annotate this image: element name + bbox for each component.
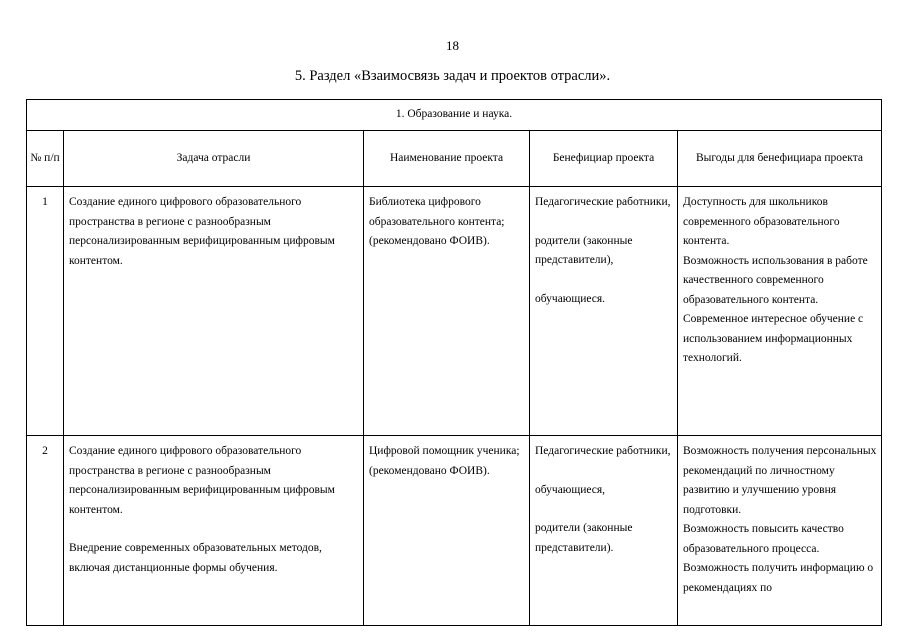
header-task: Задача отрасли xyxy=(64,131,364,187)
table-section-row: 1. Образование и наука. xyxy=(27,100,882,131)
cell-paragraph: родители (законные представители). xyxy=(535,522,633,554)
beneficiary-cell xyxy=(530,187,678,436)
cell-paragraph: Возможность повысить качество образовательного процесса. xyxy=(683,523,844,555)
cell-paragraph: обучающиеся. xyxy=(535,292,606,305)
cell-paragraph: Возможность получения персональных рекомендаций по личностному развитию и улучшению уровня подготовки. xyxy=(683,445,877,516)
task-cell xyxy=(64,436,364,626)
table-row xyxy=(27,436,882,626)
cell-paragraph: Библиотека цифрового образовательного контента; xyxy=(369,196,505,228)
header-beneficiary: Бенефициар проекта xyxy=(530,131,678,187)
cell-paragraph: Педагогические работники, xyxy=(535,196,671,208)
cell-paragraph: Педагогические работники, xyxy=(535,445,671,457)
benefits-cell xyxy=(678,436,882,626)
cell-paragraph: Возможность использования в работе качественного современного образовательного контента. xyxy=(683,254,868,306)
cell-paragraph: Доступность для школьников современного образовательного контента. xyxy=(683,196,840,247)
cell-paragraph: Внедрение современных образовательных методов, включая дистанционные формы обучения. xyxy=(69,542,322,574)
header-num: № п/п xyxy=(27,131,64,187)
section-title: 5. Раздел «Взаимосвязь задач и проектов отрасли». xyxy=(294,68,611,84)
header-project: Наименование проекта xyxy=(364,131,530,187)
benefits-cell xyxy=(678,187,882,436)
project-cell xyxy=(364,436,530,626)
cell-paragraph: Современное интересное обучение с использованием информационных технологий. xyxy=(683,313,864,364)
cell-paragraph: родители (законные представители), xyxy=(535,234,633,266)
cell-paragraph: Создание единого цифрового образовательного пространства в регионе с разнообразным персонализированным верифицированным цифровым контентом. xyxy=(69,445,335,516)
header-benefits: Выгоды для бенефициара проекта xyxy=(678,131,882,187)
table-row xyxy=(27,187,882,436)
cell-paragraph: обучающиеся, xyxy=(535,483,606,496)
cell-paragraph: (рекомендовано ФОИВ). xyxy=(369,235,490,247)
cell-paragraph: Цифровой помощник ученика; xyxy=(369,445,520,457)
cell-paragraph: (рекомендовано ФОИВ). xyxy=(369,464,490,477)
page-number: 18 xyxy=(446,38,459,53)
cell-paragraph: Возможность получить информацию о рекомендациях по xyxy=(683,562,874,594)
beneficiary-cell xyxy=(530,436,678,626)
row-number: 1 xyxy=(27,187,64,436)
cell-paragraph: Создание единого цифрового образовательного пространства в регионе с разнообразным персонализированным верифицированным цифровым контентом. xyxy=(69,196,335,267)
project-cell xyxy=(364,187,530,436)
task-cell xyxy=(64,187,364,436)
projects-table xyxy=(26,99,882,626)
row-number: 2 xyxy=(27,436,64,626)
